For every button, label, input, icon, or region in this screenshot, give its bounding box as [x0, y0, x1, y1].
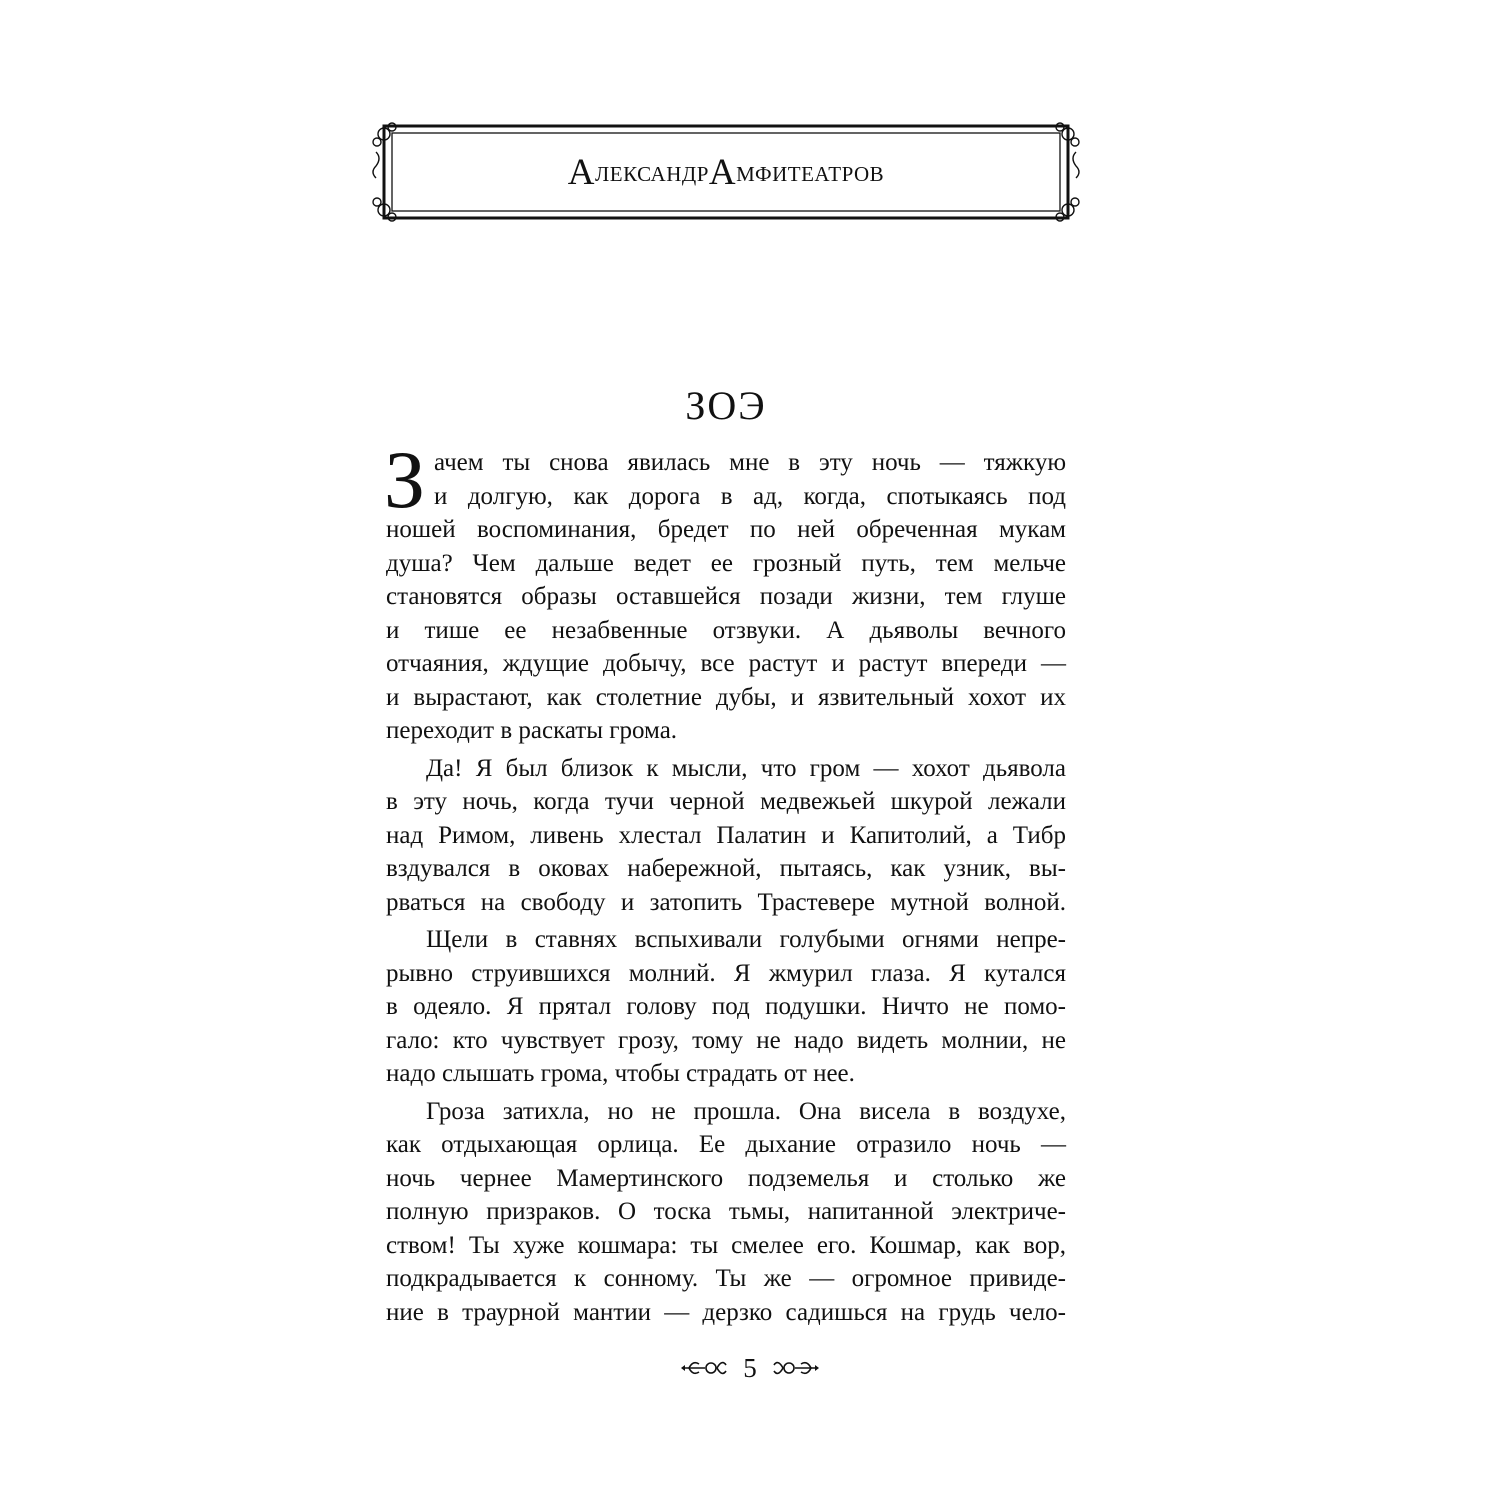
text-line: Да! Я был близок к мысли, что гром — хохот дьявола	[426, 754, 1066, 782]
paragraph-3	[386, 923, 1066, 1091]
text-line: подкрадывается к сонному. Ты же — огромное привиде-	[386, 1265, 1066, 1292]
text-line: полную призраков. О тоска тьмы, напитанной электриче-	[386, 1198, 1066, 1225]
left-fleuron-icon	[681, 1356, 727, 1380]
text-line: рывно струившихся молний. Я жмурил глаза. Я кутался	[386, 959, 1066, 987]
text-line: как отдыхающая орлица. Ее дыхание отразило ночь —	[386, 1131, 1066, 1158]
paragraph-4	[386, 1095, 1066, 1330]
text-line: ством! Ты хуже кошмара: ты смелее его. Кошмар, как вор,	[386, 1231, 1066, 1259]
text-line: ние в траурной мантии — дерзко садишься на грудь чело-	[386, 1298, 1066, 1326]
right-fleuron-icon	[773, 1356, 819, 1380]
paragraph-2	[386, 752, 1066, 920]
text-line: вздувался в оковах набережной, пытаясь, как узник, вы-	[386, 855, 1066, 882]
paragraph-1	[384, 434, 1066, 748]
text-line: отчаяния, ждущие добычу, все растут и растут впереди —	[386, 650, 1066, 677]
author-name: А лександр А мфитеатров	[567, 151, 885, 193]
text-line: Гроза затихла, но не прошла. Она висела в воздухе,	[426, 1097, 1066, 1125]
chapter-title: ЗОЭ	[685, 383, 767, 428]
text-line: ночь чернее Мамертинского подземелья и столько же	[386, 1164, 1066, 1192]
text-line: и долгую, как дорога в ад, когда, спотыкаясь под	[434, 482, 1066, 510]
text-line: душа? Чем дальше ведет ее грозный путь, тем мельче	[386, 549, 1066, 577]
text-line: Щели в ставнях вспыхивали голубыми огнями непре-	[426, 926, 1066, 953]
page-number: 5	[743, 1352, 757, 1383]
text-line: в эту ночь, когда тучи черной медвежьей шкурой лежали	[386, 788, 1066, 815]
text-line: в одеяло. Я прятал голову под подушки. Ничто не помо-	[386, 993, 1066, 1020]
page-footer	[650, 1348, 850, 1388]
running-header	[372, 122, 1080, 222]
drop-cap: З	[384, 434, 426, 525]
text-line: становятся образы оставшейся позади жизни, тем глуше	[386, 583, 1066, 610]
text-line: гало: кто чувствует грозу, тому не надо видеть молнии, не	[386, 1026, 1066, 1054]
text-line: и тише ее незабвенные отзвуки. А дьяволы вечного	[386, 616, 1066, 644]
text-line: ачем ты снова явилась мне в эту ночь — тяжкую	[434, 449, 1066, 476]
text-line: рваться на свободу и затопить Трастевере мутной волной.	[386, 888, 1066, 916]
body-text	[384, 434, 1066, 1329]
text-line: надо слышать грома, чтобы страдать от нее.	[386, 1060, 855, 1087]
text-line: над Римом, ливень хлестал Палатин и Капитолий, а Тибр	[386, 821, 1066, 849]
text-line: ношей воспоминания, бредет по ней обреченная мукам	[386, 516, 1066, 543]
text-line: переходит в раскаты грома.	[386, 717, 678, 744]
text-line: и вырастают, как столетние дубы, и язвительный хохот их	[386, 683, 1066, 711]
